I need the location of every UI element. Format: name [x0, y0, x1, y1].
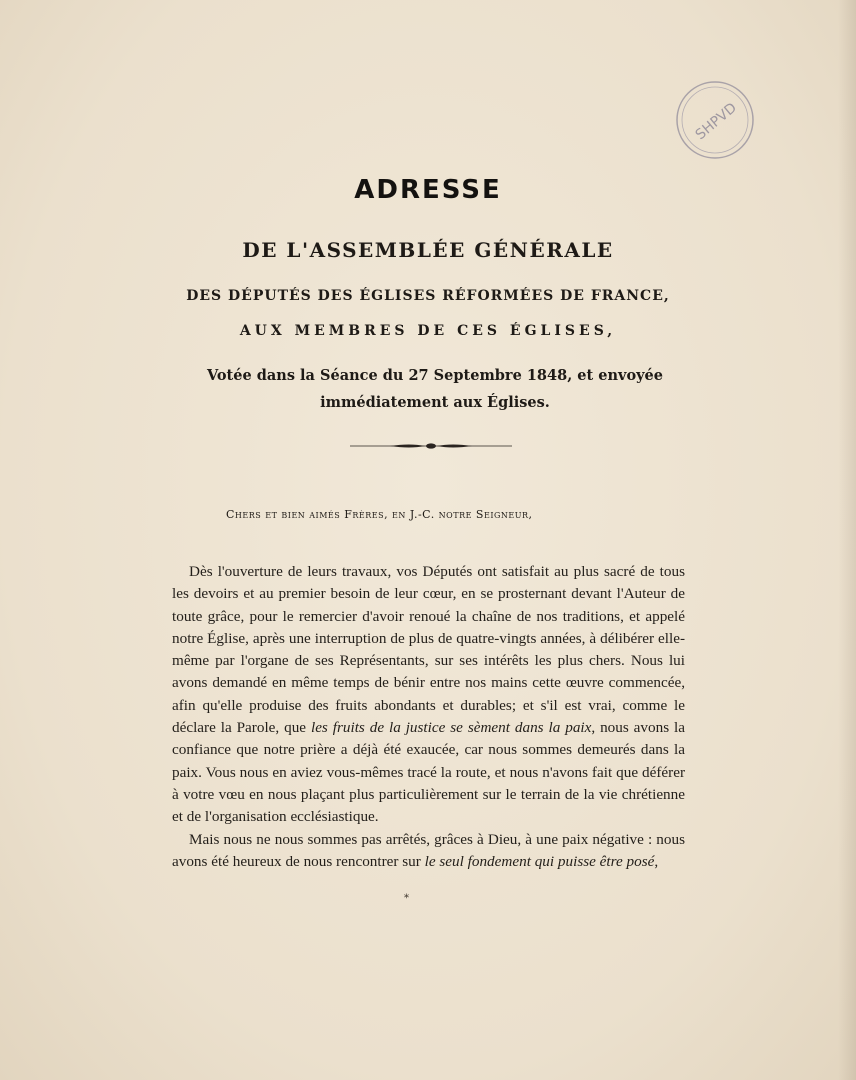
paragraph-1: Dès l'ouverture de leurs travaux, vos Députés ont satisfait au plus sacré de tous les devoirs et au premier besoin de leur cœur, en se prosternant devant l'Auteur de toute grâce, pour le remercier d'avoir renoué la chaîne de nos traditions, et appelé notre Église, après une interruption de plus de quatre-vingts années, à délibérer elle-même par l'organe de ses Représentants, sur ses intérêts les plus chers. Nous lui avons demandé en même temps de bénir entre nos mains cette œuvre commencée, afin qu'elle produise des fruits abondants et durables; et s'il est vrai, comme le déclare la Parole, que les fruits de la justice se sèment dans la paix, nous avons la confiance que notre prière a déjà été exaucée, car nous sommes demeurés dans la paix. Vous nous en aviez vous-mêmes tracé la route, et nous n'avons fait que déférer à votre vœu en nous plaçant plus particulièrement sur le terrain de la vie chrétienne et de l'organisation ecclésiastique.: [172, 563, 685, 826]
paragraph-2: Mais nous ne nous sommes pas arrêtés, grâces à Dieu, à une paix négative : nous avons été heureux de nous rencontrer sur le seul fondement qui puisse être posé,: [172, 830, 685, 870]
vote-line: Votée dans la Séance du 27 Septembre 1848, et envoyée immédiatement aux Églises.: [206, 367, 664, 411]
body-text: [172, 561, 685, 873]
document-title: ADRESSE: [354, 175, 502, 205]
document-heading-line: DES DÉPUTÉS DES ÉGLISES RÉFORMÉES DE FRANCE,: [186, 288, 670, 304]
ornament-divider: [350, 440, 512, 452]
document-subtitle: DE L'ASSEMBLÉE GÉNÉRALE: [242, 238, 614, 262]
salutation: Chers et bien aimés Frères, en J.-C. notre Seigneur,: [226, 508, 533, 521]
signature-mark: *: [404, 893, 409, 904]
page-edge-shadow: [838, 0, 856, 1080]
svg-text:SHPVD: SHPVD: [692, 99, 740, 144]
library-stamp: [675, 80, 755, 160]
document-addressee-line: AUX MEMBRES DE CES ÉGLISES,: [239, 323, 617, 339]
